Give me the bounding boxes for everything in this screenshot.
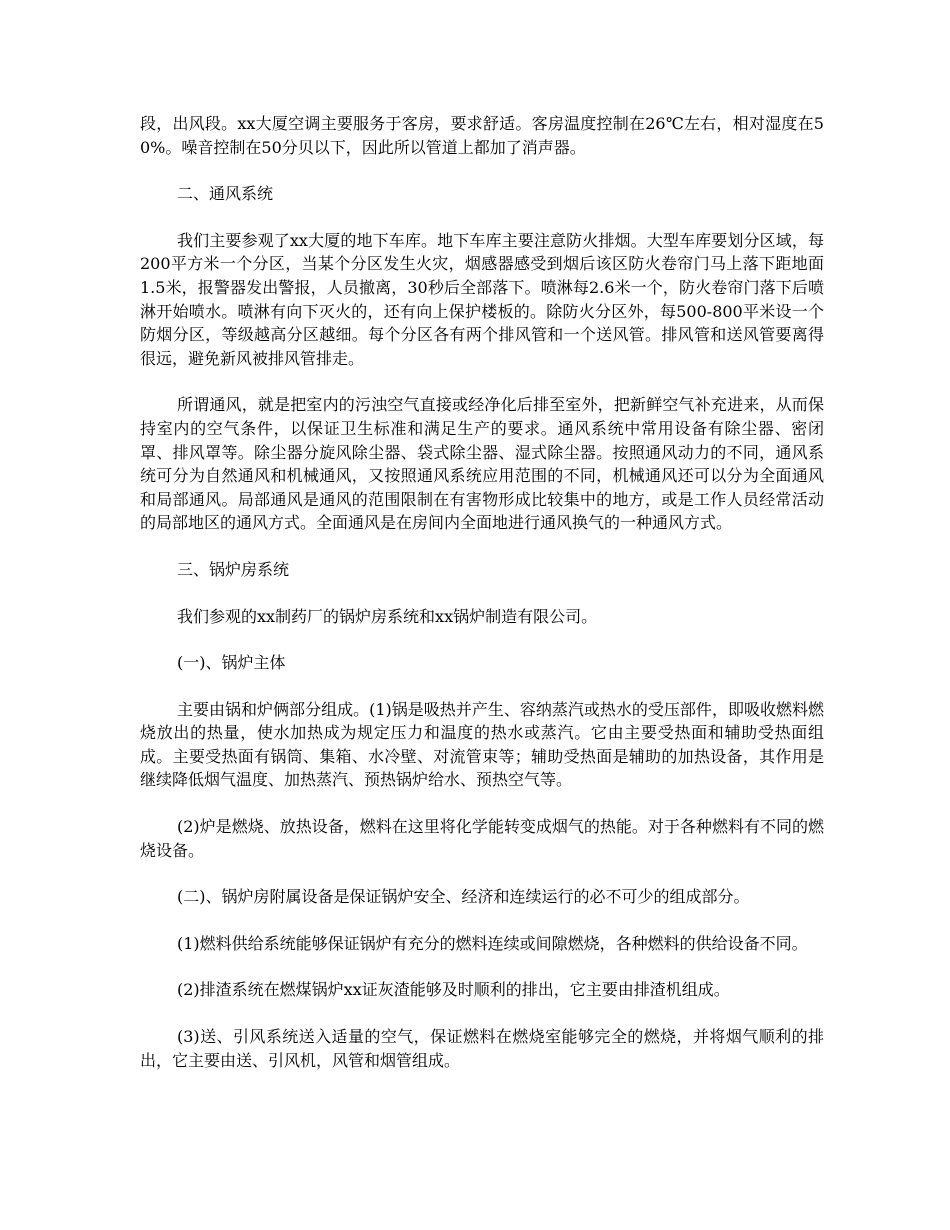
paragraph-continued: 段，出风段。xx大厦空调主要服务于客房，要求舒适。客房温度控制在26℃左右，相对湿度在50%。噪音控制在50分贝以下，因此所以管道上都加了消声器。 [140,114,824,157]
section-heading-ventilation: 二、通风系统 [177,184,274,204]
paragraph-ventilation-definition: 所谓通风，就是把室内的污浊空气直接或经净化后排至室外，把新鲜空气补充进来，从而保持室内的空气条件，以保证卫生标准和满足生产的要求。通风系统中常用设备有除尘器、密闭罩、排风罩等。除尘器分旋风除尘器、袋式除尘器、湿式除尘器。按照通风动力的不同，通风系统可分为自然通风和机械通风，又按照通风系统应用范围的不同，机械通风还可以分为全面通风和局部通风。局部通风是通风的范围限制在有害物形成比较集中的地方，或是工作人员经常活动的局部地区的通风方式。全面通风是在房间内全面地进行通风换气的一种通风方式。 [140,395,824,533]
paragraph-garage: 我们主要参观了xx大厦的地下车库。地下车库主要注意防火排烟。大型车库要划分区域，每200平方米一个分区，当某个分区发生火灾，烟感器感受到烟后该区防火卷帘门马上落下距地面1.5米，报警器发出警报，人员撤离，30秒后全部落下。喷淋每2.6米一个，防火卷帘门落下后喷淋开始喷水。喷淋有向下灭火的，还有向上保护楼板的。除防火分区外，每500-800平米设一个防烟分区，等级越高分区越细。每个分区各有两个排风管和一个送风管。排风管和送风管要离得很远，避免新风被排风管排走。 [140,230,824,368]
paragraph-visit: 我们参观的xx制药厂的锅炉房系统和xx锅炉制造有限公司。 [177,606,598,626]
paragraph-auxiliary-equipment: (二)、锅炉房附属设备是保证锅炉安全、经济和连续运行的必不可少的组成部分。 [177,887,750,907]
paragraph-slag-removal: (2)排渣系统在燃煤锅炉xx证灰渣能够及时顺利的排出，它主要由排渣机组成。 [177,980,730,1000]
document-page [140,112,824,1095]
subsection-heading-boiler-body: (一)、锅炉主体 [177,653,286,673]
paragraph-fuel-supply: (1)燃料供给系统能够保证锅炉有充分的燃料连续或间隙燃烧，各种燃料的供给设备不同。 [177,933,808,953]
paragraph-boiler-composition: 主要由锅和炉俩部分组成。(1)锅是吸热并产生、容纳蒸汽或热水的受压部件，即吸收燃料燃烧放出的热量，使水加热成为规定压力和温度的热水或蒸汽。它由主要受热面和辅助受热面组成。主要受热面有锅筒、集箱、水冷壁、对流管束等；辅助受热面是辅助的加热设备，其作用是继续降低烟气温度、加热蒸汽、预热锅炉给水、预热空气等。 [140,699,824,790]
paragraph-air-supply: (3)送、引风系统送入适量的空气，保证燃料在燃烧室能够完全的燃烧，并将烟气顺利的排出，它主要由送、引风机，风管和烟管组成。 [140,1027,824,1070]
paragraph-furnace: (2)炉是燃烧、放热设备，燃料在这里将化学能转变成烟气的热能。对于各种燃料有不同的燃烧设备。 [140,817,824,860]
section-heading-boiler-room: 三、锅炉房系统 [177,559,290,579]
